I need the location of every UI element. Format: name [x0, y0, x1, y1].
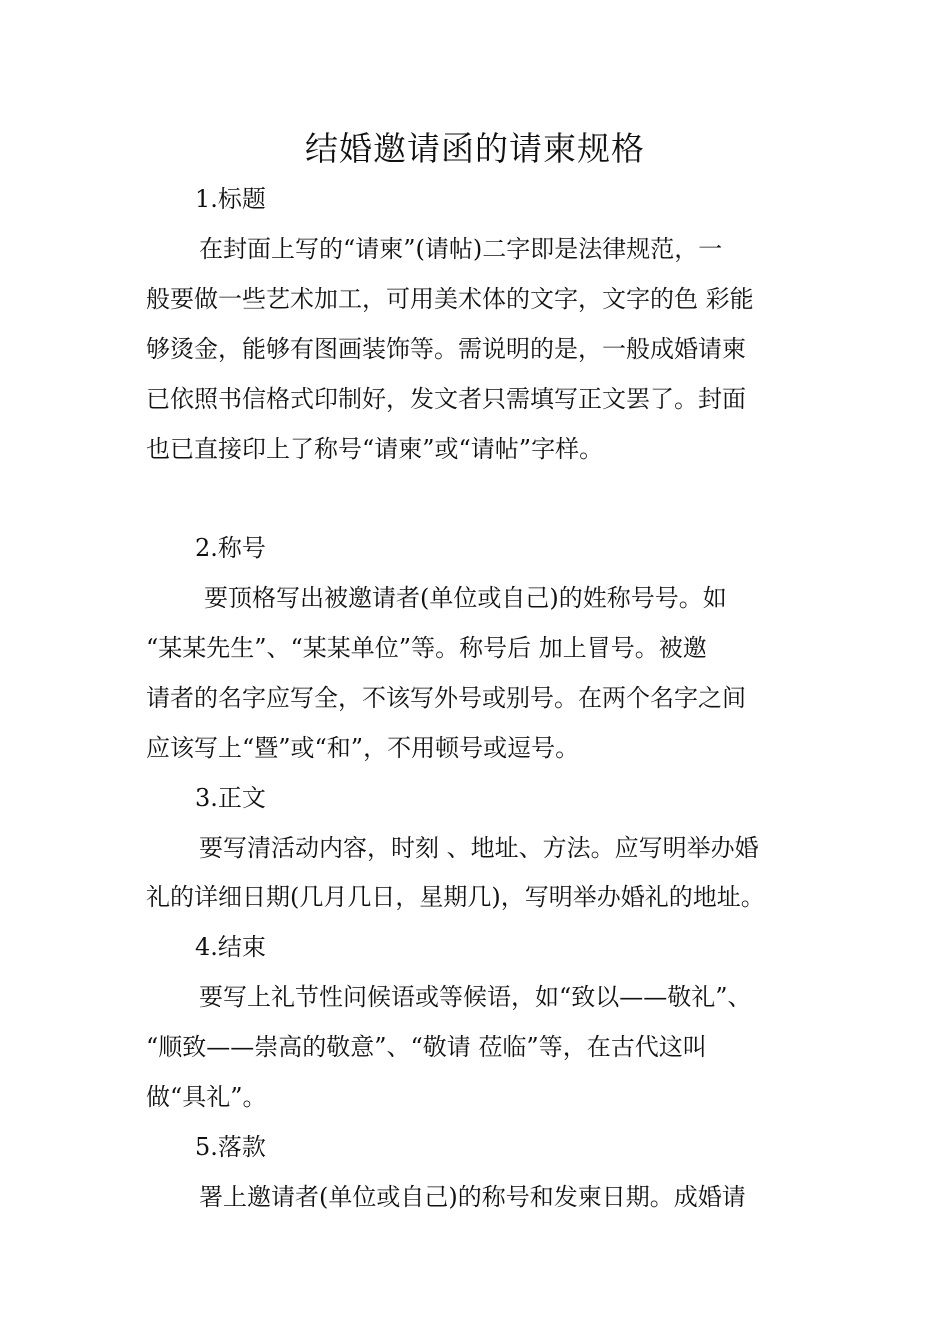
paragraph-line: 做“具礼”。 [146, 1083, 267, 1111]
paragraph-line: “某某先生”、“某某单位”等。称号后 加上冒号。被邀 [146, 634, 707, 662]
paragraph-line: 应该写上“暨”或“和”，不用顿号或逗号。 [146, 734, 580, 762]
paragraph-line: 礼的详细日期(几月几日，星期几)，写明举办婚礼的地址。 [146, 883, 765, 911]
section-heading-body: 3.正文 [195, 784, 266, 812]
paragraph-line: 请者的名字应写全，不该写外号或别号。在两个名字之间 [146, 684, 746, 712]
section-heading-title: 1.标题 [195, 185, 266, 213]
paragraph-line: 在封面上写的“请柬”(请帖)二字即是法律规范，一 [199, 235, 723, 263]
paragraph-line: “顺致——崇高的敬意”、“敬请 莅临”等，在古代这叫 [146, 1033, 707, 1061]
paragraph-line: 也已直接印上了称号“请柬”或“请帖”字样。 [146, 435, 604, 463]
paragraph-line: 要写清活动内容，时刻 、地址、方法。应写明举办婚 [199, 834, 759, 862]
paragraph-line: 够烫金，能够有图画装饰等。需说明的是，一般成婚请柬 [146, 335, 746, 363]
paragraph-line: 要顶格写出被邀请者(单位或自己)的姓称号号。如 [204, 584, 727, 612]
document-title: 结婚邀请函的请柬规格 [305, 129, 645, 168]
section-heading-signature: 5.落款 [195, 1133, 266, 1161]
paragraph-line: 已依照书信格式印制好，发文者只需填写正文罢了。封面 [146, 385, 746, 413]
section-heading-salutation: 2.称号 [195, 534, 266, 562]
paragraph-line: 般要做一些艺术加工，可用美术体的文字，文字的色 彩能 [146, 285, 754, 313]
paragraph-line: 要写上礼节性问候语或等候语，如“致以——敬礼”、 [199, 983, 752, 1011]
section-heading-closing: 4.结束 [195, 933, 266, 961]
paragraph-line: 署上邀请者(单位或自己)的称号和发柬日期。成婚请 [199, 1183, 746, 1211]
